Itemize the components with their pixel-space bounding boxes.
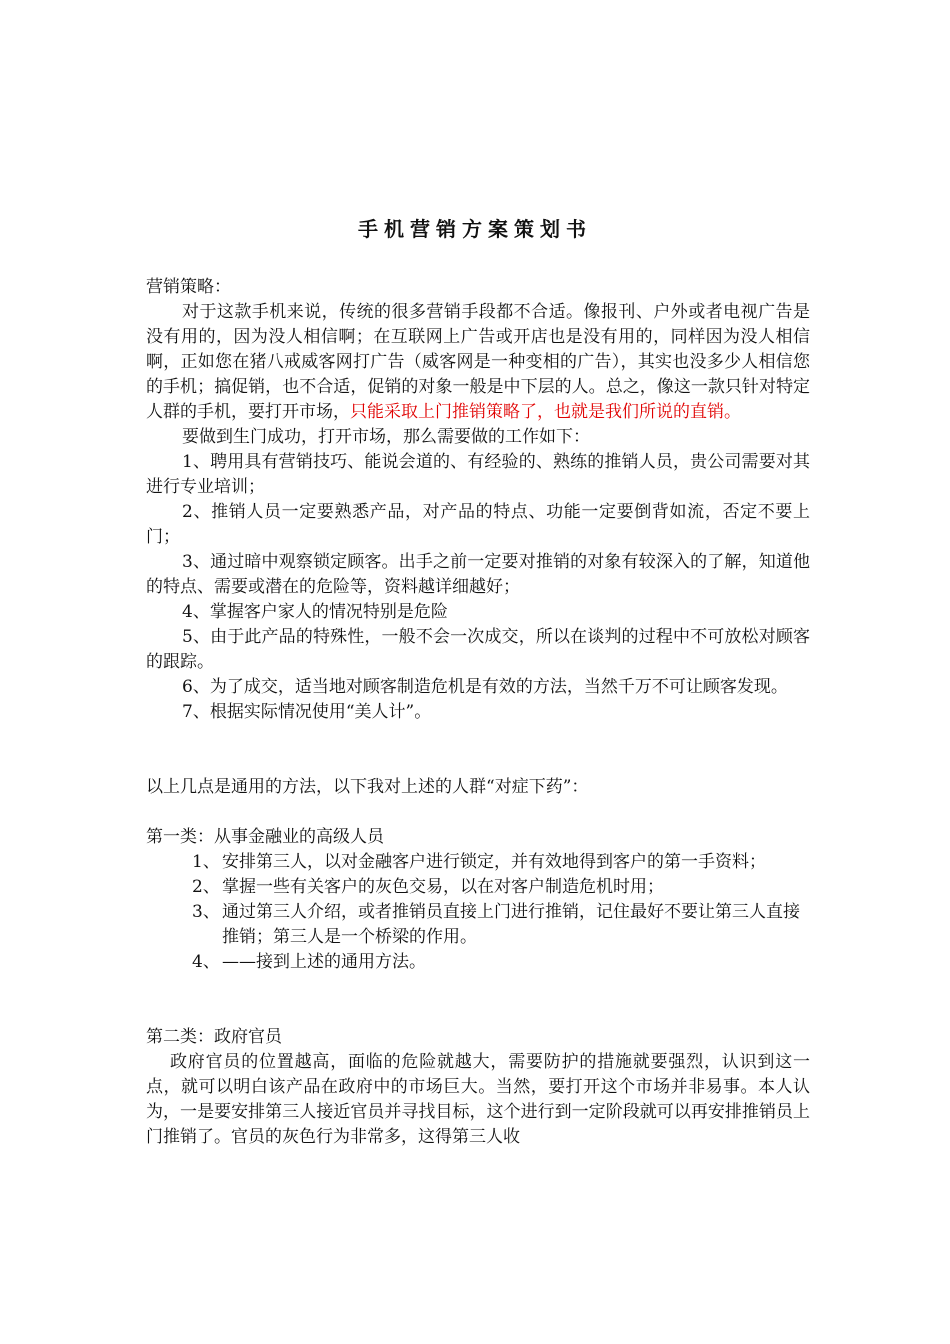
- category1-list: [146, 850, 810, 975]
- list-item: [146, 875, 810, 900]
- strategy-item: 6、为了成交，适当地对顾客制造危机是有效的方法，当然千万不可让顾客发现。: [182, 677, 788, 697]
- document-title: 手机营销方案策划书: [358, 217, 592, 241]
- strategy-item: 1、聘用具有营销技巧、能说会道的、有经验的、熟练的推销人员，贵公司需要对其进行专业培训；: [146, 452, 810, 497]
- list-number: 2、: [192, 877, 220, 897]
- list-number: 1、: [192, 852, 220, 872]
- list-item: [146, 850, 810, 875]
- strategy-item: 2、推销人员一定要熟悉产品，对产品的特点、功能一定要倒背如流，否定不要上门；: [146, 502, 810, 547]
- list-number: 3、: [192, 902, 220, 922]
- category2-heading: 第二类：政府官员: [146, 1027, 282, 1047]
- list-text: 掌握一些有关客户的灰色交易，以在对客户制造危机时用；: [222, 877, 664, 897]
- list-item: [146, 950, 810, 975]
- strategy-intro-text: 对于这款手机来说，传统的很多营销手段都不合适。像报刊、户外或者电视广告是没有用的，因为没人相信啊；在互联网上广告或开店也是没有用的，同样因为没人相信啊，正如您在猪八戒威客网打广告（威客网是一种变相的广告），其实也没多少人相信您的手机；搞促销，也不合适，促销的对象一般是中下层的人。总之，像这一款只针对特定人群的手机，要打开市场，: [146, 302, 810, 422]
- strategy-item: 5、由于此产品的特殊性，一般不会一次成交，所以在谈判的过程中不可放松对顾客的跟踪。: [146, 627, 810, 672]
- list-text: 通过第三人介绍，或者推销员直接上门进行推销，记住最好不要让第三人直接推销；第三人是一个桥梁的作用。: [222, 902, 800, 947]
- strategy-highlight-text: 只能采取上门推销策略了，也就是我们所说的直销。: [350, 402, 741, 422]
- document-body: [146, 275, 810, 1150]
- spacer: [146, 725, 810, 775]
- spacer: [146, 975, 810, 1025]
- list-text: 安排第三人，以对金融客户进行锁定，并有效地得到客户的第一手资料；: [222, 852, 766, 872]
- strategy-intro-paragraph: [146, 300, 810, 425]
- strategy-item: 7、根据实际情况使用“美人计”。: [182, 702, 432, 722]
- strategy-item: 4、掌握客户家人的情况特别是危险: [182, 602, 448, 622]
- spacer: [146, 800, 810, 825]
- list-item: [146, 900, 810, 950]
- category2-paragraph: 政府官员的位置越高，面临的危险就越大，需要防护的措施就要强烈，认识到这一点，就可以明白该产品在政府中的市场巨大。当然，要打开这个市场并非易事。本人认为，一是要安排第三人接近官员并寻找目标，这个进行到一定阶段就可以再安排推销员上门推销了。官员的灰色行为非常多，这得第三人收: [146, 1052, 810, 1147]
- strategy-lead: 要做到生门成功，打开市场，那么需要做的工作如下：: [182, 427, 590, 447]
- category1-heading: 第一类：从事金融业的高级人员: [146, 827, 384, 847]
- strategy-heading: 营销策略：: [146, 277, 231, 297]
- list-number: 4、: [192, 952, 220, 972]
- strategy-item: 3、通过暗中观察锁定顾客。出手之前一定要对推销的对象有较深入的了解，知道他的特点、需要或潜在的危险等，资料越详细越好；: [146, 552, 810, 597]
- summary-line: 以上几点是通用的方法，以下我对上述的人群“对症下药”：: [146, 777, 589, 797]
- list-text: ——接到上述的通用方法。: [222, 952, 426, 972]
